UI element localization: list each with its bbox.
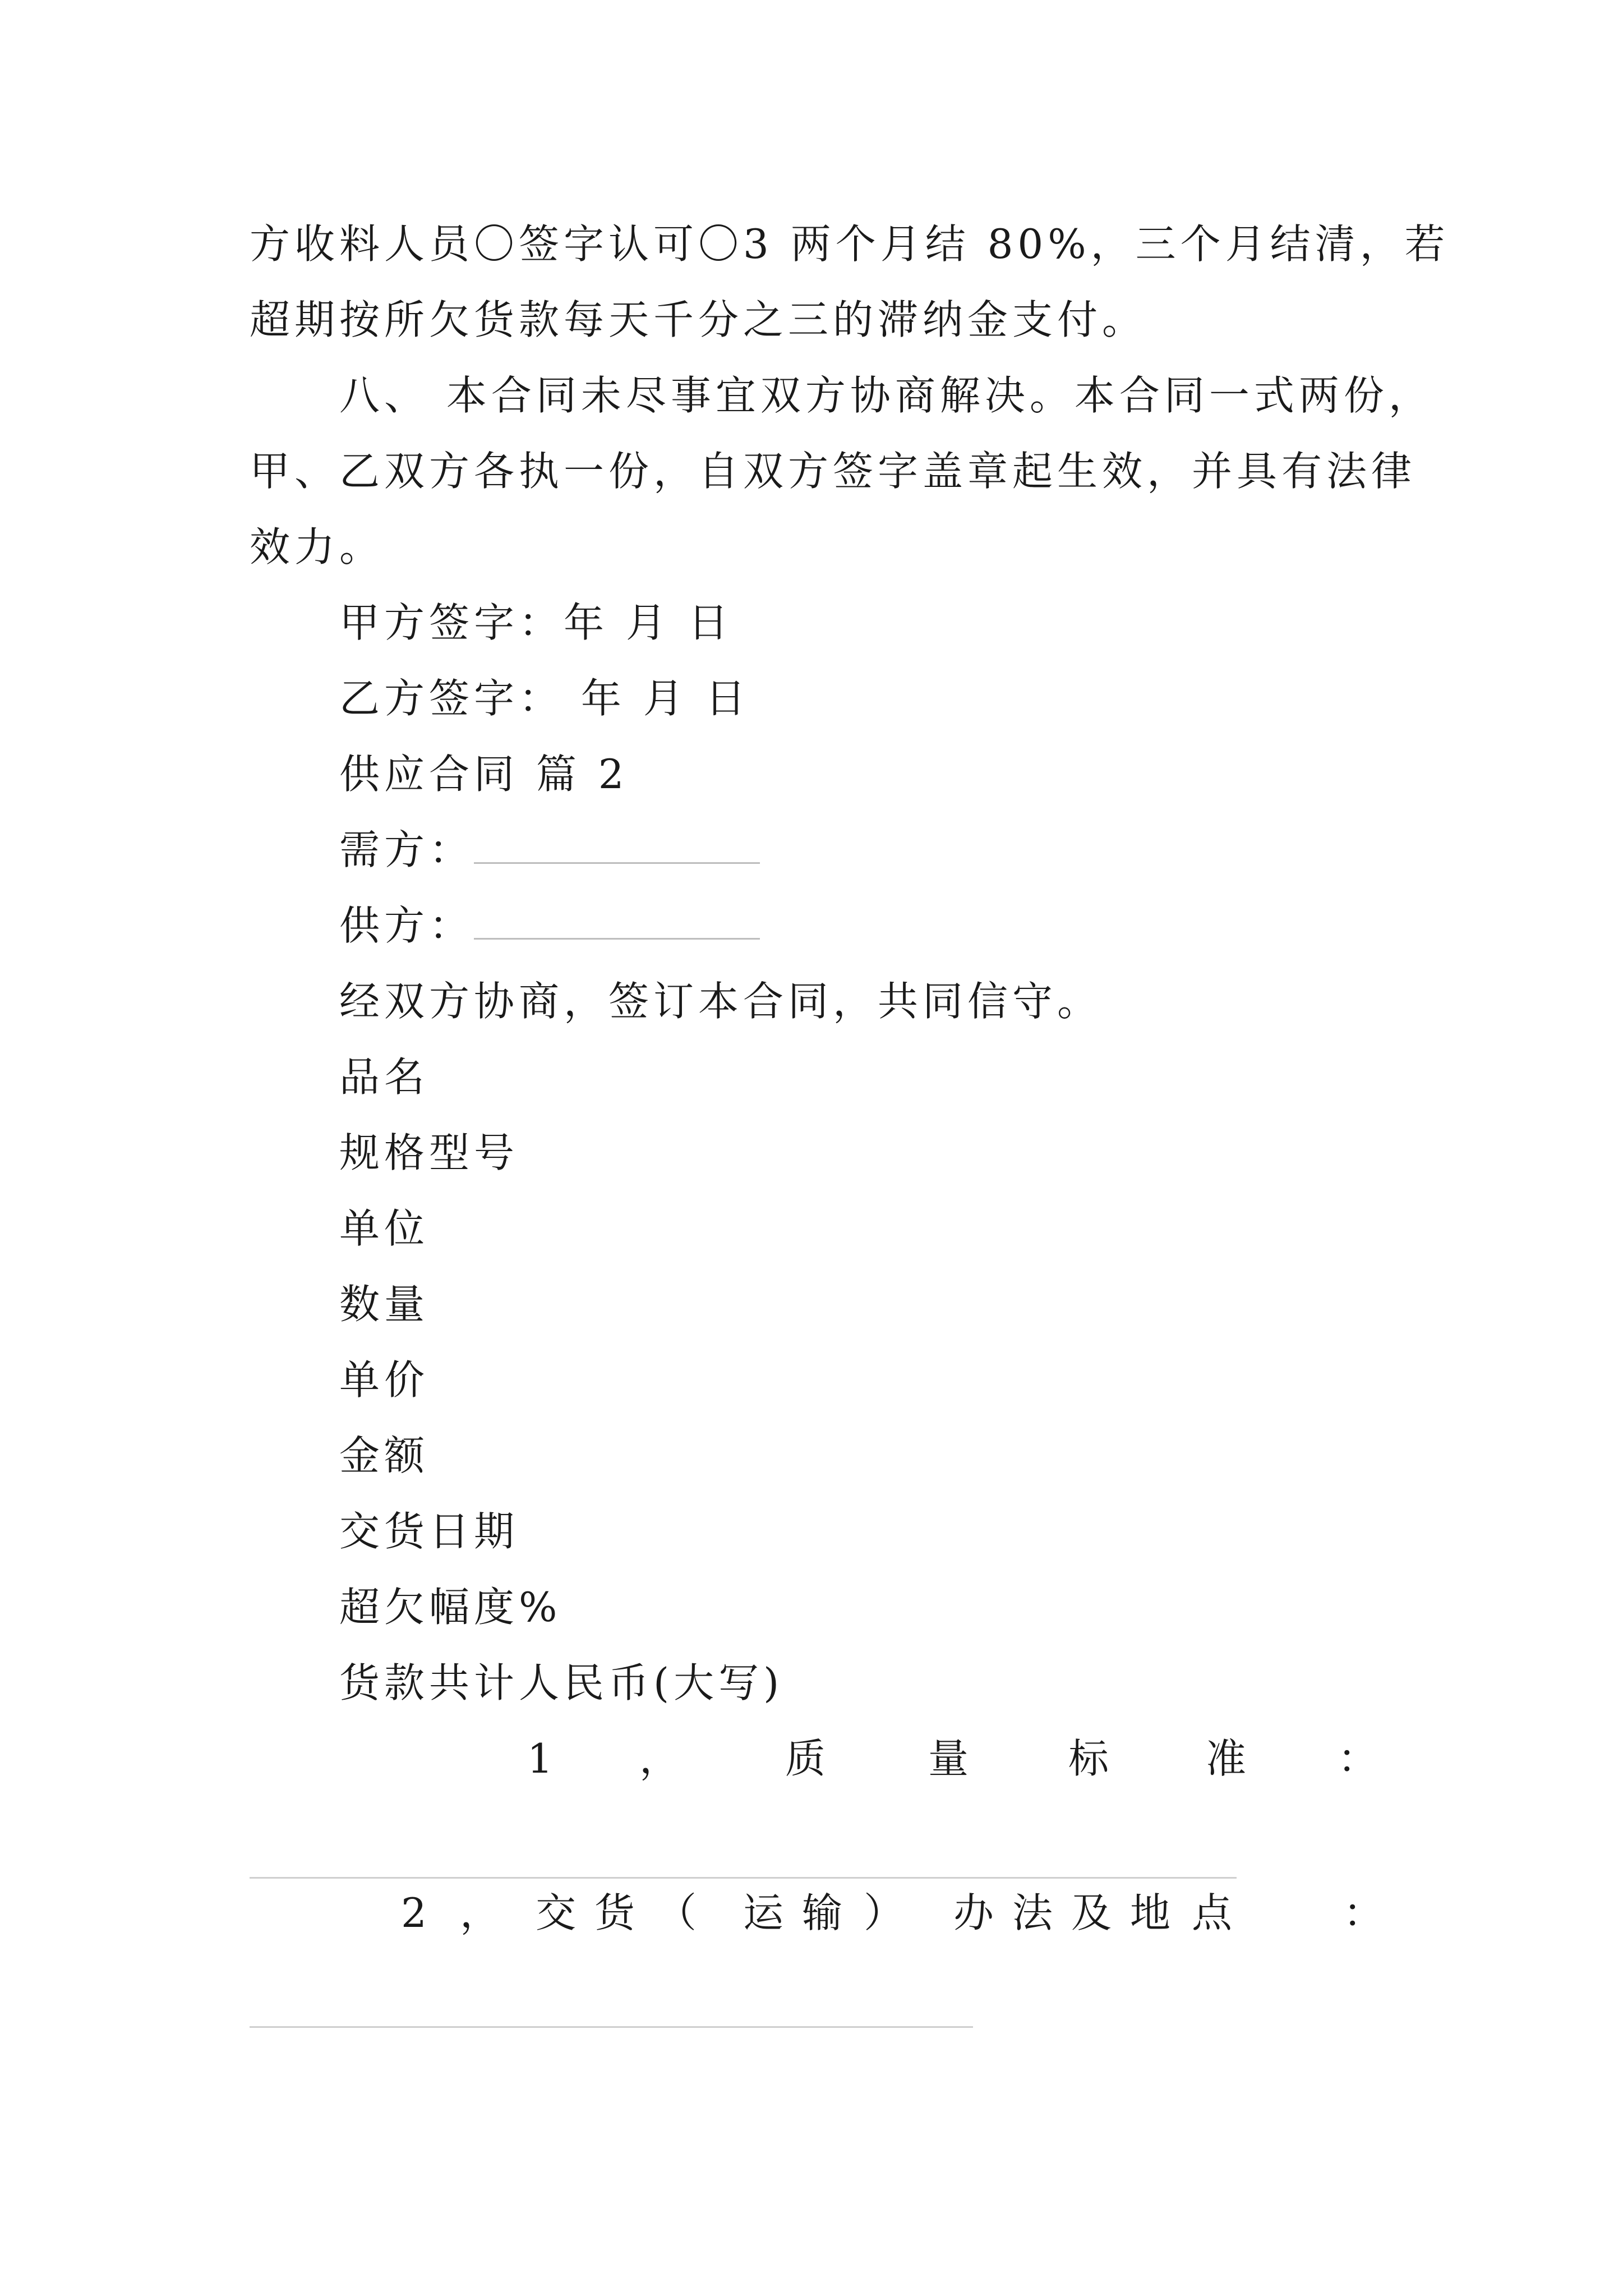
delivery-char: 货 — [594, 1889, 635, 1936]
supplier-label: 供方： — [339, 902, 474, 949]
buyer-label: 需方： — [339, 826, 474, 873]
supplier-row — [339, 898, 760, 954]
quality-char: 质 — [785, 1735, 826, 1782]
delivery-paren: ） — [864, 1889, 905, 1936]
buyer-blank — [474, 834, 760, 864]
agreement-line: 经双方协商，签订本合同，共同信守。 — [339, 978, 1103, 1025]
field-total-rmb: 货款共计人民币(大写) — [339, 1659, 784, 1706]
delivery-number: 2 — [401, 1889, 427, 1936]
delivery-char: 交 — [536, 1889, 577, 1936]
clause-8-line-1: 八、 本合同未尽事宜双方协商解决。本合同一式两份， — [339, 372, 1433, 419]
quality-char: 量 — [928, 1735, 969, 1782]
contract-title: 供应合同 篇 2 — [339, 751, 629, 798]
quality-comma: ， — [639, 1735, 680, 1782]
clause-8-line-2: 甲、乙双方各执一份，自双方签字盖章起生效，并具有法律 — [250, 448, 1417, 495]
party-b-signature: 乙方签字： 年 月 日 — [339, 675, 750, 722]
delivery-paren: （ — [656, 1889, 697, 1936]
supplier-blank — [474, 910, 760, 940]
field-tolerance: 超欠幅度% — [339, 1584, 562, 1631]
field-amount: 金额 — [339, 1432, 430, 1479]
quality-colon: ： — [1338, 1735, 1378, 1782]
delivery-char: 输 — [802, 1889, 843, 1936]
field-unit-price: 单价 — [339, 1356, 430, 1404]
delivery-char: 及 — [1071, 1889, 1112, 1936]
delivery-char: 地 — [1130, 1889, 1171, 1936]
delivery-char: 点 — [1192, 1889, 1233, 1936]
field-delivery-date: 交货日期 — [339, 1508, 519, 1555]
field-product-name: 品名 — [339, 1053, 430, 1101]
clause-8-line-3: 效力。 — [250, 523, 385, 570]
quality-underline — [250, 1877, 1237, 1879]
quality-char: 标 — [1068, 1735, 1109, 1782]
field-unit: 单位 — [339, 1205, 430, 1252]
quality-char: 准 — [1206, 1735, 1247, 1782]
buyer-row — [339, 822, 760, 878]
paragraph-line-2: 超期按所欠货款每天千分之三的滞纳金支付。 — [250, 296, 1147, 343]
field-quantity: 数量 — [339, 1281, 430, 1328]
quality-number: 1 — [527, 1735, 553, 1782]
delivery-underline — [250, 2026, 973, 2028]
paragraph-line-1: 方收料人员〇签字认可〇3 两个月结 80%，三个月结清，若 — [250, 220, 1450, 268]
delivery-char: 法 — [1012, 1889, 1053, 1936]
delivery-colon: ： — [1343, 1889, 1384, 1936]
delivery-char: 办 — [953, 1889, 994, 1936]
field-spec-model: 规格型号 — [339, 1129, 519, 1176]
party-a-signature: 甲方签字：年 月 日 — [339, 599, 733, 646]
delivery-char: 运 — [743, 1889, 784, 1936]
delivery-comma: ， — [460, 1889, 501, 1936]
